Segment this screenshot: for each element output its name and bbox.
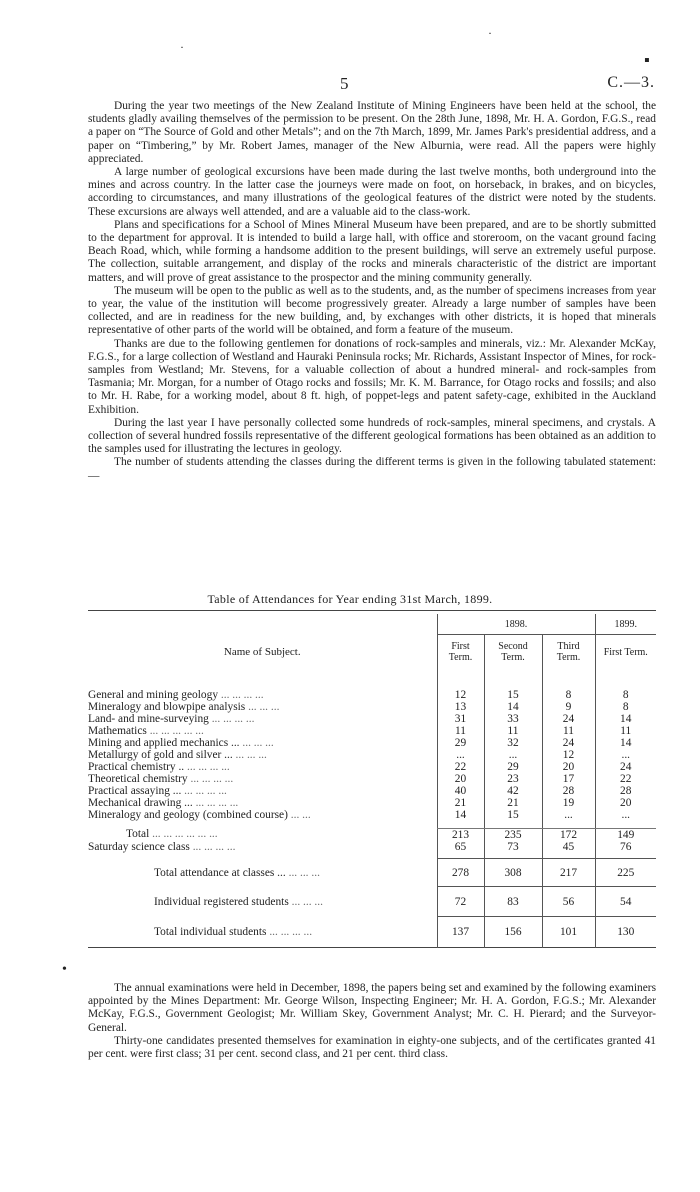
cell: 9: [542, 701, 595, 713]
table-row: [88, 785, 656, 797]
cell: 137: [437, 917, 484, 948]
col-header: First Term.: [595, 635, 656, 670]
cell: 12: [437, 689, 484, 701]
cell: 14: [595, 713, 656, 725]
subject-name: Land- and mine-surveying: [88, 713, 209, 725]
cell: 20: [542, 761, 595, 773]
subject-name: Saturday science class: [88, 840, 190, 853]
subject-name: Practical assaying ...: [88, 785, 182, 797]
cell: 45: [542, 841, 595, 853]
cell: 22: [595, 773, 656, 785]
cell: 8: [542, 689, 595, 701]
leader-dots: ... ...: [290, 809, 311, 821]
summary-label: Individual registered students: [154, 895, 289, 908]
scan-mark: ▪: [644, 52, 650, 69]
cell: 76: [595, 841, 656, 853]
summary-label: Total individual students: [154, 925, 267, 938]
cell: 54: [595, 887, 656, 917]
table-row: [88, 701, 656, 713]
cell: 213: [437, 828, 484, 841]
cell: ...: [542, 809, 595, 821]
cell: 14: [437, 809, 484, 821]
cell: 19: [542, 797, 595, 809]
leader-dots: ... ... ...: [235, 749, 267, 761]
subject-name: Mineralogy and blowpipe analysis: [88, 701, 246, 713]
cell: ...: [595, 749, 656, 761]
col-header: Second Term.: [484, 635, 542, 670]
cell: 20: [595, 797, 656, 809]
table-row: [88, 809, 656, 821]
cell: 40: [437, 785, 484, 797]
paragraph: During the year two meetings of the New Zealand Institute of Mining Engineers have been held at the school, the students gladly availing themselves of the permission to be present. On the 28th June, 1898, Mr. H. A. Gordon, F.G.S., read a paper on “The Source of Gold and other Metals”; and on the 7th March, 1899, Mr. James Park's presidential address, and a paper on “Timbering,” by Mr. Robert James, manager of the New Alburnia, were read. All the papers were highly appreciated.: [88, 100, 656, 165]
cell: 73: [484, 841, 542, 853]
leader-dots: ... ... ... ...: [220, 689, 264, 701]
table-row: [88, 737, 656, 749]
summary-row: [88, 859, 656, 887]
year-1898-header: 1898.: [437, 614, 595, 635]
cell: 15: [484, 689, 542, 701]
table-row: [88, 797, 656, 809]
cell: 172: [542, 828, 595, 841]
table-bottom-rule: [88, 947, 656, 950]
cell: 156: [484, 917, 542, 948]
cell: 235: [484, 828, 542, 841]
cell: 29: [484, 761, 542, 773]
summary-row: [88, 887, 656, 917]
cell: 72: [437, 887, 484, 917]
cell: 14: [595, 737, 656, 749]
cell: 14: [484, 701, 542, 713]
leader-dots: ... ... ... ...: [184, 785, 227, 797]
cell: 278: [437, 859, 484, 887]
cell: 24: [542, 737, 595, 749]
cell: 33: [484, 713, 542, 725]
paragraph: A large number of geological excursions have been made during the last twelve months, both underground into the mines and across country. In the latter case the journeys were made on foot, on horseback, in brakes, and on bicycles, according to circumstances, and many illustrations of the geological features of the district were noted by the students. These excursions are always well attended, and are a valuable aid to the class-work.: [88, 166, 656, 218]
leader-dots: ... ... ...: [248, 701, 280, 713]
cell: 11: [437, 725, 484, 737]
paragraph: The annual examinations were held in December, 1898, the papers being set and examined by the following examiners appointed by the Mines Department: Mr. George Wilson, Inspecting Engineer; Mr. H. A. Gordon, F.G.S.; Mr. Alexander McKay, F.G.S., Government Geologist; Mr. William Skey, Government Analyst; Mr. C. H. Pierard; and the Surveyor-General.: [88, 982, 656, 1034]
total-rule-row: [88, 821, 656, 828]
cell: 13: [437, 701, 484, 713]
col-header: Third Term.: [542, 635, 595, 670]
year-1899-header: 1899.: [595, 614, 656, 635]
subject-name: Mining and applied mechanics ...: [88, 737, 240, 749]
cell: 149: [595, 828, 656, 841]
summary-label: Total attendance at classes ...: [154, 866, 286, 879]
total-row: [88, 828, 656, 841]
cell: 23: [484, 773, 542, 785]
document-code: C.—3.: [607, 74, 655, 91]
leader-dots: ... ... ... ... ... ...: [152, 828, 218, 841]
paragraph: Thirty-one candidates presented themselves for examination in eighty-one subjects, and of the certificates granted 41 per cent. were first class; 31 per cent. second class, and 21 per cent. third class.: [88, 1034, 656, 1061]
page-header: [0, 74, 700, 98]
subject-name: General and mining geology: [88, 689, 219, 701]
leader-dots: ... ... ... ... ...: [149, 725, 204, 737]
cell: 11: [595, 725, 656, 737]
cell: 28: [595, 785, 656, 797]
body-text: [88, 100, 656, 483]
total-label: Total: [126, 828, 150, 841]
cell: 65: [437, 841, 484, 853]
closing-text: [88, 982, 656, 1061]
table-row: [88, 713, 656, 725]
subject-name: Mineralogy and geology (combined course): [88, 809, 288, 821]
cell: 42: [484, 785, 542, 797]
cell: 217: [542, 859, 595, 887]
scan-mark: •: [62, 962, 67, 977]
cell: 32: [484, 737, 542, 749]
subject-column-header: Name of Subject.: [223, 645, 301, 658]
cell: 101: [542, 917, 595, 948]
subject-name: Mechanical drawing ...: [88, 797, 193, 809]
cell: 15: [484, 809, 542, 821]
leader-dots: ... ... ...: [291, 895, 323, 908]
leader-dots: ... ... ...: [288, 866, 320, 879]
table-caption: Table of Attendances for Year ending 31st March, 1899.: [207, 592, 493, 606]
leader-dots: ... ... ... ...: [269, 925, 313, 938]
table-row: [88, 749, 656, 761]
table-row: [88, 773, 656, 785]
scan-mark: ·: [180, 40, 184, 54]
cell: ...: [595, 809, 656, 821]
cell: 31: [437, 713, 484, 725]
leader-dots: ... ... ... ...: [195, 797, 239, 809]
cell: 24: [595, 761, 656, 773]
cell: 11: [484, 725, 542, 737]
scan-mark: ·: [488, 26, 492, 40]
summary-row: [88, 917, 656, 948]
leader-dots: ... ... ... ...: [192, 840, 236, 853]
cell: ...: [484, 749, 542, 761]
attendance-table: [88, 610, 656, 950]
saturday-row: [88, 841, 656, 853]
cell: 8: [595, 689, 656, 701]
page-number: 5: [340, 74, 349, 93]
cell: 17: [542, 773, 595, 785]
paragraph: The number of students attending the classes during the different terms is given in the following tabulated statement:—: [88, 456, 656, 482]
paragraph: Plans and specifications for a School of Mines Mineral Museum have been prepared, and are to be shortly submitted to the department for approval. It is intended to build a large hall, with office and storeroom, on the vacant ground facing Beach Road, which, while forming a handsome addition to the present buildings, will serve an extremely useful purpose. The collection, suitable arrangement, and display of the rocks and minerals characteristic of the district are important matters, and will prove of great assistance to the prospector and the mining community generally.: [88, 218, 656, 284]
subject-name: Theoretical chemistry: [88, 773, 188, 785]
leader-dots: ... ... ... ...: [211, 713, 255, 725]
cell: 8: [595, 701, 656, 713]
leader-dots: ... ... ... ...: [187, 761, 230, 773]
cell: 21: [437, 797, 484, 809]
leader-dots: ... ... ...: [242, 737, 274, 749]
cell: 308: [484, 859, 542, 887]
subject-name: Practical chemistry ..: [88, 761, 185, 773]
cell: 56: [542, 887, 595, 917]
col-header: First Term.: [437, 635, 484, 670]
cell: 24: [542, 713, 595, 725]
cell: 21: [484, 797, 542, 809]
cell: 225: [595, 859, 656, 887]
cell: 28: [542, 785, 595, 797]
table-row: [88, 689, 656, 701]
cell: ...: [437, 749, 484, 761]
cell: 83: [484, 887, 542, 917]
cell: 20: [437, 773, 484, 785]
table-row: [88, 725, 656, 737]
paragraph: The museum will be open to the public as well as to the students, and, as the number of specimens increases from year to year, the value of the institution will become progressively greater. Already a large number of samples have been collected, and are in readiness for the new building, and, by exchanges with other districts, it is hoped that minerals representative of other parts of the world will be obtained, and form a feature of the museum.: [88, 284, 656, 337]
subject-name: Mathematics: [88, 725, 147, 737]
table-row: [88, 761, 656, 773]
subject-name: Metallurgy of gold and silver ...: [88, 749, 233, 761]
cell: 12: [542, 749, 595, 761]
leader-dots: ... ... ... ...: [190, 773, 234, 785]
paragraph: During the last year I have personally collected some hundreds of rock-samples, mineral specimens, and crystals. A collection of several hundred fossils representative of the different geological formations has been obtained as an addition to the samples used for illustrating the lectures in geology.: [88, 416, 656, 456]
cell: 29: [437, 737, 484, 749]
cell: 11: [542, 725, 595, 737]
paragraph: Thanks are due to the following gentlemen for donations of rock-samples and minerals, viz.: Mr. Alexander McKay, F.G.S., for a large collection of Westland and Hauraki Peninsula rocks; Mr. Richards, Assistant Inspector of Mines, for rock-samples from Westland; Mr. Stevens, for a valuable collection of about a hundred mineral- and rock-samples from Tasmania; Mr. Morgan, for a number of Otago rocks and fossils; Mr. K. M. Barrance, for Otago rocks and fossils; and also to Mr. H. Rabe, for a working model, about 8 ft. high, of poppet-legs and patent safety-cage, exhibited in the Auckland Exhibition.: [88, 337, 656, 416]
cell: 22: [437, 761, 484, 773]
cell: 130: [595, 917, 656, 948]
